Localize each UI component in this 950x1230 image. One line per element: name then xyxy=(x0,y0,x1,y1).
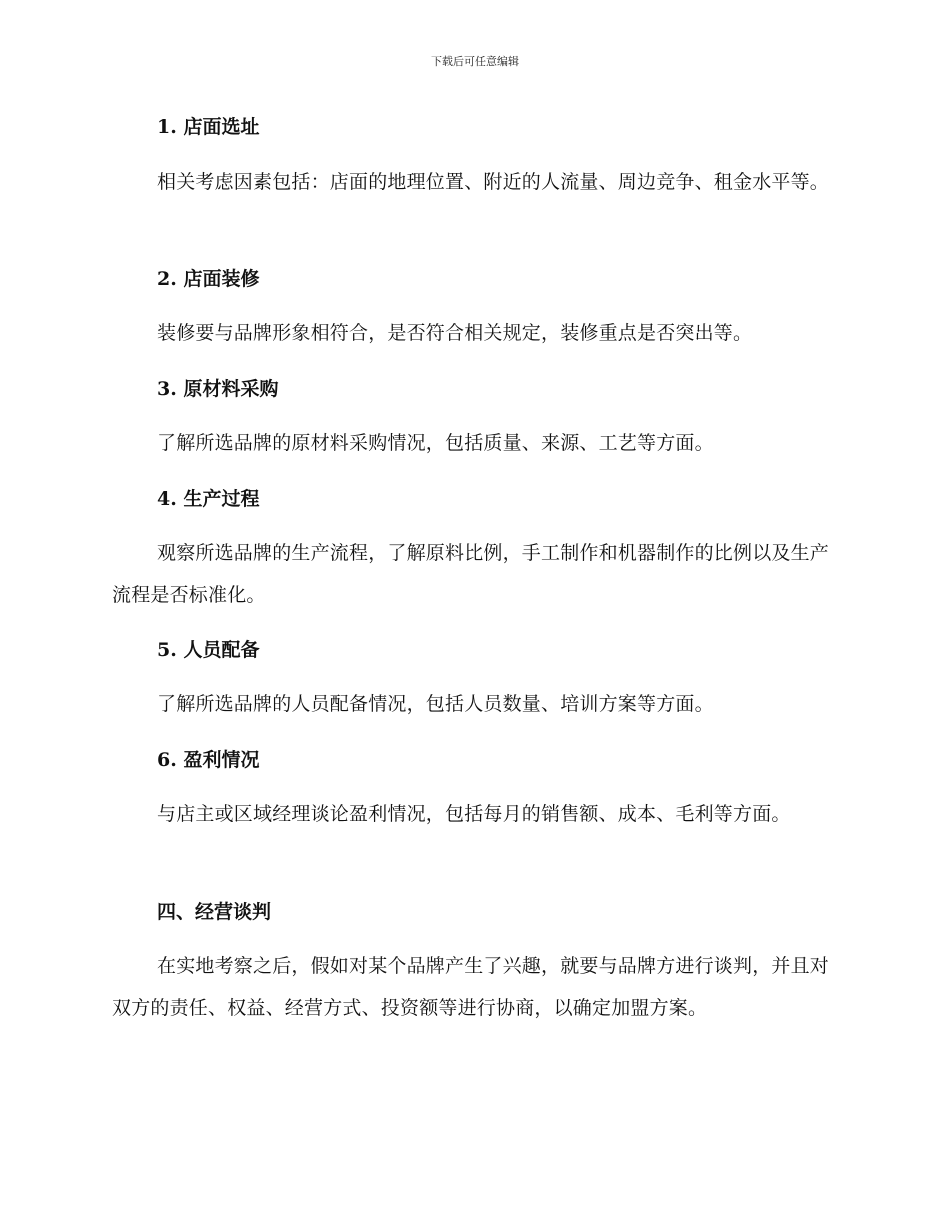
section-heading-site-selection: 1. 店面选址 xyxy=(157,116,260,138)
section-heading-negotiation: 四、经营谈判 xyxy=(157,901,272,923)
section-body-negotiation: 在实地考察之后，假如对某个品牌产生了兴趣，就要与品牌方进行谈判，并且对双方的责任、权益、经营方式、投资额等进行协商，以确定加盟方案。 xyxy=(112,955,830,1019)
section-heading-procurement: 3. 原材料采购 xyxy=(157,378,279,400)
section-body-decoration: 装修要与品牌形象相符合，是否符合相关规定，装修重点是否突出等。 xyxy=(157,322,753,344)
section-body-procurement: 了解所选品牌的原材料采购情况，包括质量、来源、工艺等方面。 xyxy=(157,432,714,454)
section-heading-production: 4. 生产过程 xyxy=(157,488,260,510)
section-heading-profit: 6. 盈利情况 xyxy=(157,749,260,771)
section-body-production: 观察所选品牌的生产流程，了解原料比例，手工制作和机器制作的比例以及生产流程是否标准化。 xyxy=(112,542,830,606)
section-heading-staffing: 5. 人员配备 xyxy=(157,639,260,661)
page-header: 下载后可任意编辑 xyxy=(431,55,519,68)
section-body-profit: 与店主或区域经理谈论盈利情况，包括每月的销售额、成本、毛利等方面。 xyxy=(157,803,791,825)
section-body-site-selection: 相关考虑因素包括：店面的地理位置、附近的人流量、周边竞争、租金水平等。 xyxy=(157,171,830,193)
section-body-staffing: 了解所选品牌的人员配备情况，包括人员数量、培训方案等方面。 xyxy=(157,693,714,715)
section-heading-decoration: 2. 店面装修 xyxy=(157,268,260,290)
